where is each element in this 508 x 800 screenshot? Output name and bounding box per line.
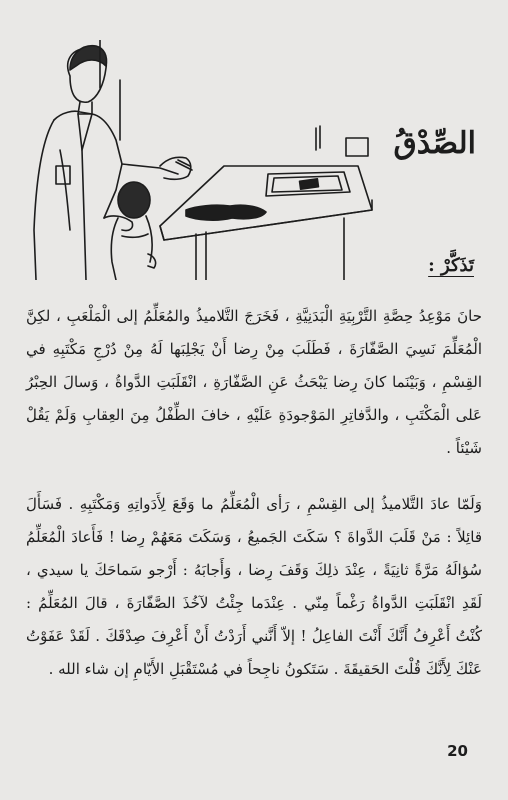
section-label-remember: تَذَكَّرْ : bbox=[428, 255, 474, 276]
paragraph-1 bbox=[26, 300, 482, 465]
page-number: 20 bbox=[447, 742, 468, 760]
paragraph-2-text: وَلَمّا عادَ التَّلاميذُ إلى القِسْمِ ، رَأى الْمُعَلِّمُ ما وَقَعَ لِأَدَواتِهِ وَمَكْتَبِهِ . فَسَأَلَ قائِلاً : مَنْ قَلَبَ الدَّواةَ ؟ سَكَتَ الجَميعُ ، وَسَكَتَ مَعَهُمْ رِضا ! فَأَعادَ الْمُعَلِّمُ سُؤالَهُ مَرَّةً ثانِيَةً ، عِنْدَ ذلِكَ وَقَفَ رِضا ، وَأَجابَهُ : أَرْجو سَماحَكَ يا سيدي ، لَقَدِ انْقَلَبَتِ الدَّواةُ رَغْماً مِنّي . عِنْدَما جِئْتُ لآخُذَ الصَّفّارَةَ ، قالَ المُعَلِّمُ : كُنْتُ أَعْرِفُ أَنَّكَ أَنْتَ الفاعِلُ ! إلاّ أَنَّني أَرَدْتُ أَنْ أَعْرِفَ صِدْقَكَ . لَقَدْ عَفَوْتُ عَنْكَ لِأَنَّكَ قُلْتَ الحَقيقَةَ . سَتَكونُ ناجِحاً في مُسْتَقْبَلِ الأَيّامِ إن شاء الله . bbox=[26, 495, 482, 678]
paragraph-1-text: حانَ مَوْعِدُ حِصَّةِ التَّرْبِيَةِ الْبَدَنِيَّةِ ، فَخَرَجَ التَّلاميذُ والمُعَلِّمُ إلى الْمَلْعَبِ ، لكِنَّ الْمُعَلِّمَ نَسِيَ الصَّفّارَةَ ، فَطَلَبَ مِنْ رِضا أَنْ يَجْلِبَها لَهُ مِنْ دُرْجِ مَكْتَبِهِ في القِسْمِ ، وَبَيْنَما كانَ رِضا يَبْحَثُ عَنِ الصَّفّارَةِ ، انْقَلَبَتِ الدَّواةُ ، وَسالَ الحِبْرُ عَلى الْمَكْتَبِ ، والدَّفاتِرِ المَوْجودَةِ عَلَيْهِ ، خافَ الطِّفْلُ مِنَ العِقابِ وَلَمْ يَقُلْ شَيْئاً . bbox=[26, 307, 482, 457]
paragraph-2 bbox=[26, 488, 482, 686]
lesson-title: الصِّدْقُ bbox=[393, 126, 476, 161]
